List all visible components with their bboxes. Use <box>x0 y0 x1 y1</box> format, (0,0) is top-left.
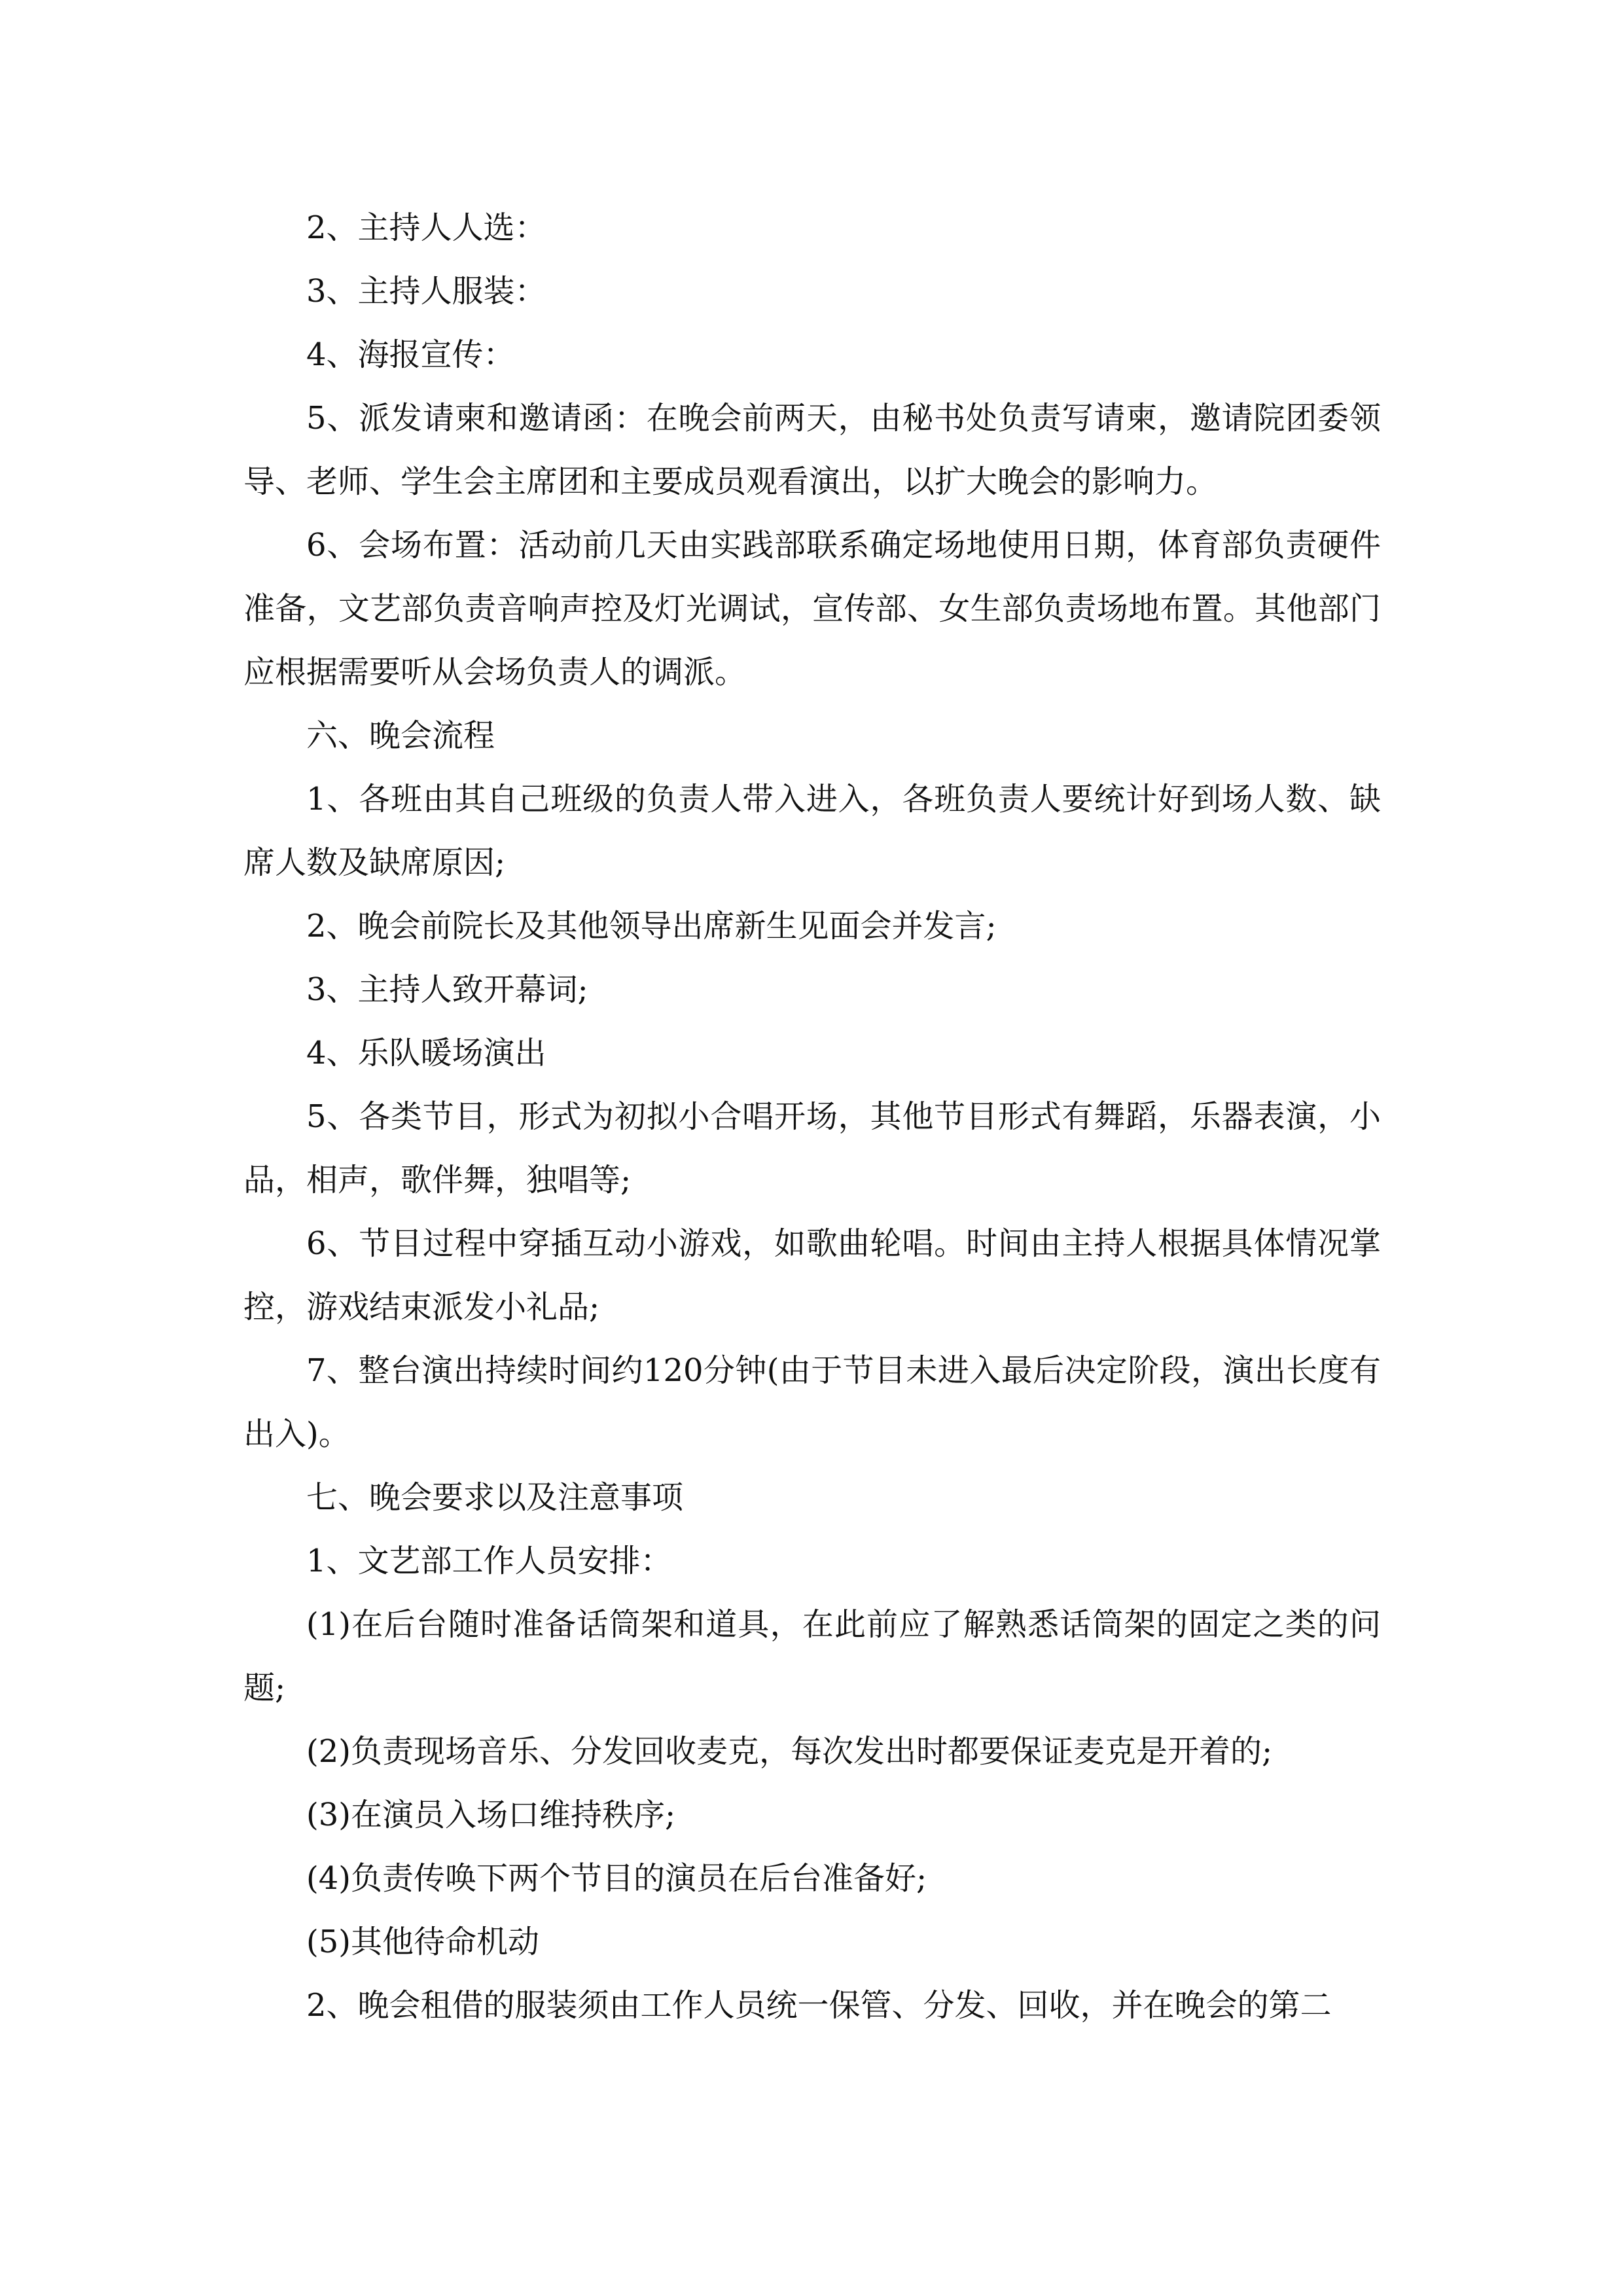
paragraph-host-selection: 2、主持人人选： <box>306 209 546 246</box>
paragraph-flow-1: 1、各班由其自己班级的负责人带入进入，各班负责人要统计好到场人数、缺席人数及缺席原因; <box>243 781 1381 881</box>
paragraph-staff-item-1: (1)在后台随时准备话筒架和道具，在此前应了解熟悉话筒架的固定之类的问题; <box>243 1606 1381 1706</box>
paragraph-flow-7: 7、整台演出持续时间约120分钟(由于节目未进入最后决定阶段，演出长度有出入)。 <box>243 1352 1381 1452</box>
paragraph-venue-setup: 6、会场布置：活动前几天由实践部联系确定场地使用日期，体育部负责硬件准备，文艺部负责音响声控及灯光调试，宣传部、女生部负责场地布置。其他部门应根据需要听从会场负责人的调派。 <box>243 527 1381 691</box>
document-body <box>243 196 1381 2037</box>
paragraph-invitations: 5、派发请柬和邀请函：在晚会前两天，由秘书处负责写请柬，邀请院团委领导、老师、学生会主席团和主要成员观看演出，以扩大晚会的影响力。 <box>243 400 1381 500</box>
paragraph-flow-4: 4、乐队暖场演出 <box>306 1035 546 1071</box>
paragraph-flow-3: 3、主持人致开幕词; <box>306 971 588 1008</box>
paragraph-staff-item-4: (4)负责传唤下两个节目的演员在后台准备好; <box>306 1860 927 1897</box>
paragraph-flow-2: 2、晚会前院长及其他领导出席新生见面会并发言; <box>306 908 997 944</box>
paragraph-poster: 4、海报宣传： <box>306 336 515 373</box>
paragraph-costume-management: 2、晚会租借的服装须由工作人员统一保管、分发、回收，并在晚会的第二 <box>306 1987 1332 2024</box>
section-heading-program-flow: 六、晚会流程 <box>306 717 495 754</box>
paragraph-host-costume: 3、主持人服装： <box>306 273 546 310</box>
paragraph-flow-5: 5、各类节目，形式为初拟小合唱开场，其他节目形式有舞蹈，乐器表演，小品，相声，歌伴舞，独唱等; <box>243 1098 1381 1198</box>
paragraph-staff-item-5: (5)其他待命机动 <box>306 1924 539 1960</box>
paragraph-staff-item-2: (2)负责现场音乐、分发回收麦克，每次发出时都要保证麦克是开着的; <box>306 1733 1273 1770</box>
paragraph-staff-arrangement: 1、文艺部工作人员安排： <box>306 1543 672 1579</box>
paragraph-flow-6: 6、节目过程中穿插互动小游戏，如歌曲轮唱。时间由主持人根据具体情况掌控，游戏结束派发小礼品; <box>243 1225 1381 1325</box>
paragraph-staff-item-3: (3)在演员入场口维持秩序; <box>306 1797 676 1833</box>
section-heading-requirements: 七、晚会要求以及注意事项 <box>306 1479 684 1516</box>
